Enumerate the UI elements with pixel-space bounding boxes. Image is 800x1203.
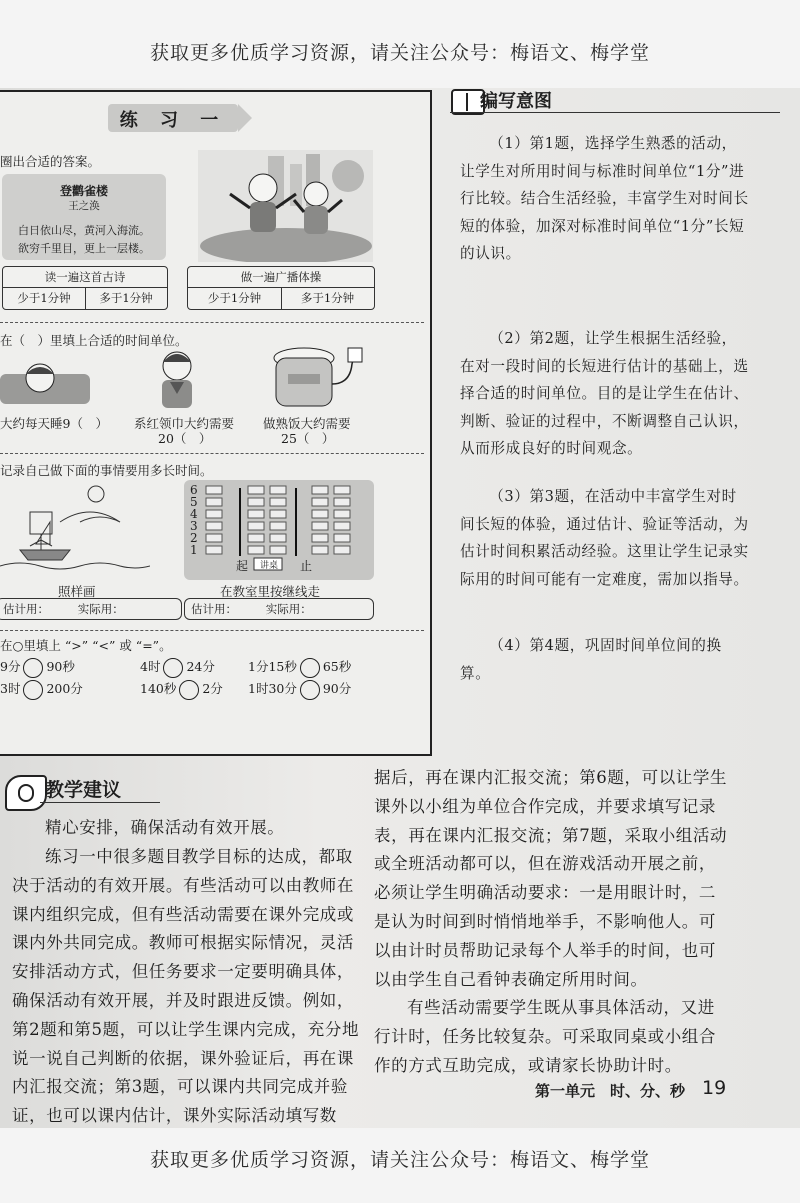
divider (0, 453, 424, 454)
compare-left: 1时30分 (248, 681, 297, 696)
teaching-heading-rule (40, 802, 160, 803)
intent-paragraph: （1）第1题，选择学生熟悉的活动，让学生对所用时间与标准时间单位“1分”进行比较。结合生活经验，丰富学生对时间长短的体验，加深对标准时间单位“1分”长短的认识。 (460, 135, 749, 263)
exercise-title-arrow (238, 104, 252, 132)
q2-caption-rice: 做熟饭大约需要 (263, 416, 351, 431)
sleeping-child-illustration (0, 356, 90, 408)
row-number: 2 (190, 531, 198, 545)
header-watermark: 获取更多优质学习资源，请关注公众号：梅语文、梅学堂 (149, 42, 650, 64)
compare-left: 9分 (0, 659, 21, 674)
teaching-heading: 教学建议 (45, 779, 122, 801)
end-label: 止 (300, 559, 313, 573)
unit-label: 第一单元 时、分、秒 (535, 1082, 686, 1100)
option-less[interactable]: 少于1分钟 (188, 288, 282, 309)
option-less[interactable]: 少于1分钟 (3, 288, 86, 309)
compare-item (140, 657, 215, 678)
q2-blank-rice[interactable]: 25（ ） (281, 431, 335, 446)
q3-caption-walk: 在教室里按继线走 (220, 584, 321, 599)
stage-label: 讲桌 (260, 561, 279, 571)
teaching-icon (5, 775, 47, 811)
compare-circle[interactable] (179, 680, 199, 700)
q2-caption-scarf: 系红领巾大约需要 (134, 416, 235, 431)
intent-paragraph: （3）第3题，在活动中丰富学生对时间长短的体验，通过估计、验证等活动，为估计时间积累活动经验。这里让学生记录实际用的时间可能有一定难度，需加以指导。 (460, 488, 749, 588)
divider (0, 322, 424, 323)
intent-paragraph: （2）第2题，让学生根据生活经验，在对一段时间的长短进行估计的基础上，选择合适的时间单位。目的是让学生在估计、判断、验证的过程中，不断调整自己认识，从而形成良好的时间观念。 (460, 330, 749, 458)
start-label: 起 (236, 559, 249, 573)
compare-circle[interactable] (23, 658, 43, 678)
compare-right: 2分 (202, 681, 223, 696)
rice-cooker-illustration (270, 344, 370, 412)
row-number: 3 (190, 519, 198, 533)
intent-paragraph: （4）第4题，巩固时间单位间的换算。 (460, 637, 722, 682)
compare-left: 4时 (140, 659, 161, 674)
page-number: 19 (702, 1077, 727, 1099)
divider (0, 630, 424, 631)
q3-prompt: 记录自己做下面的事情要用多长时间。 (0, 463, 213, 478)
record-field-walk[interactable]: 估计用： 实际用： (184, 598, 374, 620)
option-card-poem (2, 266, 168, 310)
option-head: 读一遍这首古诗 (3, 267, 167, 288)
option-more[interactable]: 多于1分钟 (99, 291, 153, 305)
compare-item (0, 679, 83, 700)
compare-left: 140秒 (140, 681, 177, 696)
teaching-paragraph: 练习一中很多题目教学目标的达成，都取决于活动的有效开展。有些活动可以由教师在课内组织完成，但有些活动需要在课外完成或课内外共同完成。教师可根据实际情况，灵活安排活动方式，但任务要求一定要明确具体，确保活动有效开展，并及时跟进反馈。例如，第2题和第5题，可以让学生课内完成，充分地说一说自己判断的依据，课外验证后，再在课内汇报交流；第3题，可以课内共同完成并验证，也可以课内估计，课外实际活动填写数 (12, 847, 360, 1126)
compare-left: 3时 (0, 681, 21, 696)
q4-prompt: 在○里填上 “>” “<” 或 “=”。 (0, 638, 172, 653)
row-number: 1 (190, 543, 198, 557)
q3-caption-draw: 照样画 (58, 584, 96, 599)
row-number: 6 (190, 483, 198, 497)
intent-heading: 编写意图 (480, 91, 552, 112)
intent-heading-rule (450, 112, 780, 113)
poem-line: 欲穷千里目，更上一层楼。 (18, 242, 150, 255)
compare-circle[interactable] (300, 680, 320, 700)
q2-caption-sleep: 大约每天睡9（ ） (0, 416, 108, 431)
row-number: 5 (190, 495, 198, 509)
option-head: 做一遍广播体操 (188, 267, 374, 288)
compare-right: 90分 (322, 681, 352, 696)
compare-item (0, 657, 75, 678)
compare-right: 65秒 (322, 659, 352, 674)
option-more[interactable]: 多于1分钟 (300, 291, 355, 305)
compare-item (248, 657, 351, 678)
q2-prompt: 在（ ）里填上合适的时间单位。 (0, 333, 188, 348)
teaching-paragraph: 精心安排，确保活动有效开展。 (45, 818, 285, 837)
exercise-title: 练 习 一 (119, 110, 227, 131)
classroom-route-illustration (184, 480, 374, 580)
compare-item (140, 679, 223, 700)
compare-item (248, 679, 351, 700)
q1-prompt: 圈出合适的答案。 (0, 154, 101, 169)
compare-right: 24分 (186, 659, 215, 674)
compare-right: 90秒 (46, 659, 75, 674)
exercise-illustration (198, 150, 373, 262)
poem-line: 白日依山尽，黄河入海流。 (18, 224, 150, 237)
compare-right: 200分 (46, 681, 83, 696)
row-numbers (190, 484, 200, 556)
row-number: 4 (190, 507, 198, 521)
drawing-illustration (0, 482, 150, 574)
compare-circle[interactable] (163, 658, 183, 678)
teaching-paragraph: 据后，再在课内汇报交流；第6题，可以让学生课外以小组为单位合作完成，并要求填写记录表，再在课内汇报交流；第7题，采取小组活动或全班活动都可以，但在游戏活动开展之前，必须让学生明确活动要求：一是用眼计时，二是认为时间到时悄悄地举手，不影响他人。可以由计时员帮助记录每个人举手的时间，也可以由学生自己看钟表确定所用时间。 (374, 768, 728, 989)
teaching-paragraph: 有些活动需要学生既从事具体活动，又进行计时，任务比较复杂。可采取同桌或小组合作的方式互助完成，或请家长协助计时。 (374, 998, 716, 1075)
footer-watermark: 获取更多优质学习资源，请关注公众号：梅语文、梅学堂 (149, 1149, 650, 1171)
compare-left: 1分15秒 (248, 659, 297, 674)
option-card-exercise (187, 266, 375, 310)
girl-red-scarf-illustration (150, 348, 204, 410)
compare-circle[interactable] (23, 680, 43, 700)
q2-blank-scarf[interactable]: 20（ ） (158, 431, 212, 446)
poem-title: 登鹳雀楼 (59, 184, 108, 198)
record-field-draw[interactable]: 估计用： 实际用： (0, 598, 182, 620)
poem-author: 王之涣 (68, 200, 100, 212)
compare-circle[interactable] (300, 658, 320, 678)
